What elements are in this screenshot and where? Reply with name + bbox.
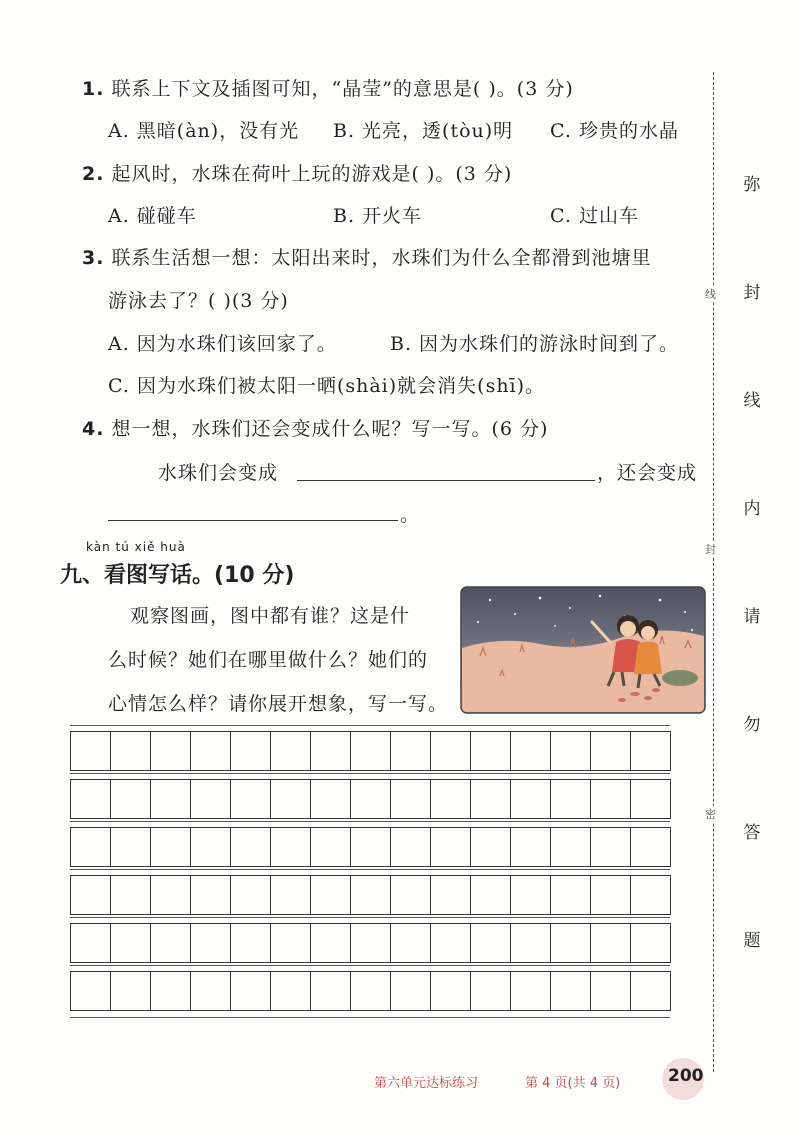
grid-cell[interactable] (430, 731, 471, 771)
question-1-text: 联系上下文及插图可知，“晶莹”的意思是( )。(3 分) (111, 78, 574, 100)
grid-row (70, 971, 670, 1011)
grid-cell[interactable] (350, 827, 391, 867)
grid-cell[interactable] (310, 731, 351, 771)
q2-option-c: C. 过山车 (550, 205, 639, 227)
grid-cell[interactable] (150, 731, 191, 771)
grid-cell[interactable] (510, 875, 551, 915)
grid-cell[interactable] (190, 731, 231, 771)
question-3-text: 联系生活想一想：太阳出来时，水珠们为什么全都滑到池塘里 (111, 247, 652, 269)
grid-cell[interactable] (590, 731, 631, 771)
grid-cell[interactable] (590, 779, 631, 819)
grid-cell[interactable] (350, 779, 391, 819)
grid-cell[interactable] (470, 731, 511, 771)
q4-fill-middle: ，还会变成 (597, 462, 698, 484)
rock-icon (662, 670, 698, 686)
grid-cell[interactable] (150, 923, 191, 963)
section9-prompt-line-3: 心情怎么样？请你展开想象，写一写。 (108, 693, 449, 715)
section9-pinyin: kàn tú xiě huà (86, 540, 186, 554)
grid-cell[interactable] (230, 923, 271, 963)
grid-cell[interactable] (630, 923, 671, 963)
question-4-number: 4. (82, 418, 105, 440)
footer-unit-title: 第六单元达标练习 (374, 1076, 479, 1091)
grid-cell[interactable] (310, 971, 351, 1011)
grid-cell[interactable] (270, 923, 311, 963)
footer-page-info: 第 4 页(共 4 页) (525, 1076, 621, 1091)
grid-cell[interactable] (150, 779, 191, 819)
grid-cell[interactable] (70, 875, 111, 915)
question-1 (82, 74, 574, 101)
section9-title: 九、看图写话。(10 分) (60, 563, 295, 588)
grid-cell[interactable] (230, 731, 271, 771)
grid-cell[interactable] (630, 875, 671, 915)
side-char-7: 答 (743, 823, 761, 843)
grid-cell[interactable] (470, 875, 511, 915)
grid-cell[interactable] (70, 827, 111, 867)
grid-cell[interactable] (510, 971, 551, 1011)
grid-cell[interactable] (310, 923, 351, 963)
grid-cell[interactable] (270, 779, 311, 819)
grid-cell[interactable] (110, 923, 151, 963)
grid-cell[interactable] (550, 875, 591, 915)
q3-option-a: A. 因为水珠们该回家了。 (108, 333, 337, 355)
grid-cell[interactable] (630, 731, 671, 771)
grid-separator-line (70, 821, 670, 822)
question-1-number: 1. (82, 78, 105, 100)
seal-dotted-line (713, 72, 714, 1072)
question-2-text: 起风时，水珠在荷叶上玩的游戏是( )。(3 分) (111, 163, 513, 185)
grid-cell[interactable] (510, 923, 551, 963)
question-4-text: 想一想，水珠们还会变成什么呢？写一写。(6 分) (111, 418, 549, 440)
grid-cell[interactable] (270, 827, 311, 867)
grid-separator-line (70, 773, 670, 774)
grid-separator-line (70, 1017, 670, 1018)
grid-cell[interactable] (190, 875, 231, 915)
grid-cell[interactable] (470, 779, 511, 819)
grid-cell[interactable] (510, 827, 551, 867)
grid-cell[interactable] (350, 923, 391, 963)
grid-cell[interactable] (110, 827, 151, 867)
side-char-3: 线 (743, 391, 761, 411)
grid-row (70, 779, 670, 819)
grid-cell[interactable] (190, 971, 231, 1011)
grid-cell[interactable] (270, 731, 311, 771)
grid-cell[interactable] (110, 971, 151, 1011)
grid-cell[interactable] (470, 923, 511, 963)
grid-cell[interactable] (70, 923, 111, 963)
grid-cell[interactable] (590, 827, 631, 867)
grid-cell[interactable] (70, 779, 111, 819)
grid-cell[interactable] (270, 875, 311, 915)
grid-cell[interactable] (270, 971, 311, 1011)
grid-separator-line (70, 917, 670, 918)
question-2 (82, 159, 512, 186)
grid-cell[interactable] (470, 971, 511, 1011)
grid-cell[interactable] (310, 779, 351, 819)
grid-cell[interactable] (550, 971, 591, 1011)
side-char-8: 题 (743, 931, 761, 951)
q4-fill-end: 。 (400, 504, 421, 526)
side-char-2: 封 (743, 283, 761, 303)
grid-row (70, 731, 670, 771)
grid-cell[interactable] (350, 875, 391, 915)
grid-cell[interactable] (430, 971, 471, 1011)
question-3-number: 3. (82, 247, 105, 269)
side-char-4: 内 (743, 499, 761, 519)
question-4 (82, 414, 548, 441)
side-char-6: 勿 (743, 715, 761, 735)
q4-answer-blank-2[interactable] (108, 520, 398, 521)
grid-cell[interactable] (510, 779, 551, 819)
grid-cell[interactable] (190, 779, 231, 819)
grid-cell[interactable] (390, 779, 431, 819)
grid-cell[interactable] (190, 827, 231, 867)
grid-cell[interactable] (350, 731, 391, 771)
q3-option-c: C. 因为水珠们被太阳一晒(shài)就会消失(shī)。 (108, 375, 546, 397)
grid-cell[interactable] (150, 971, 191, 1011)
grid-cell[interactable] (230, 875, 271, 915)
question-3-text-line2: 游泳去了？( )(3 分) (108, 290, 289, 312)
side-char-1: 弥 (743, 175, 761, 195)
grid-cell[interactable] (550, 731, 591, 771)
grid-separator-line (70, 725, 670, 726)
grid-cell[interactable] (230, 827, 271, 867)
grid-cell[interactable] (550, 779, 591, 819)
grid-cell[interactable] (230, 779, 271, 819)
grid-cell[interactable] (430, 875, 471, 915)
grid-cell[interactable] (150, 875, 191, 915)
grid-cell[interactable] (630, 971, 671, 1011)
section9-prompt-line-2: 么时候？她们在哪里做什么？她们的 (108, 649, 429, 671)
grid-cell[interactable] (110, 875, 151, 915)
grid-separator-line (70, 965, 670, 966)
grid-row (70, 827, 670, 867)
grid-cell[interactable] (430, 923, 471, 963)
grid-cell[interactable] (630, 827, 671, 867)
grid-cell[interactable] (390, 971, 431, 1011)
grid-cell[interactable] (550, 923, 591, 963)
q3-option-b: B. 因为水珠们的游泳时间到了。 (390, 333, 680, 355)
grid-cell[interactable] (590, 971, 631, 1011)
grid-cell[interactable] (310, 875, 351, 915)
grid-cell[interactable] (510, 731, 551, 771)
q4-fill-prefix: 水珠们会变成 (158, 462, 279, 484)
page-number: 200 (668, 1066, 704, 1086)
q2-option-b: B. 开火车 (333, 205, 423, 227)
question-2-number: 2. (82, 163, 105, 185)
grid-cell[interactable] (230, 971, 271, 1011)
seal-line-small-3: 密 (705, 808, 716, 821)
grid-cell[interactable] (390, 827, 431, 867)
grid-cell[interactable] (590, 923, 631, 963)
q4-answer-blank-1[interactable] (297, 480, 595, 481)
grid-cell[interactable] (70, 971, 111, 1011)
grid-cell[interactable] (150, 827, 191, 867)
question-3 (82, 243, 652, 270)
grid-cell[interactable] (190, 923, 231, 963)
seal-line-small-1: 线 (705, 288, 716, 301)
q1-option-a: A. 黑暗(àn)，没有光 (108, 120, 300, 142)
q2-option-a: A. 碰碰车 (108, 205, 197, 227)
grid-row (70, 875, 670, 915)
grid-cell[interactable] (470, 827, 511, 867)
section9-prompt-line-1: 观察图画，图中都有谁？这是什 (130, 605, 411, 627)
grid-separator-line (70, 869, 670, 870)
grid-cell[interactable] (430, 779, 471, 819)
grid-cell[interactable] (590, 875, 631, 915)
grid-cell[interactable] (110, 731, 151, 771)
seal-line-small-2: 封 (705, 543, 716, 556)
grid-cell[interactable] (390, 731, 431, 771)
grid-cell[interactable] (430, 827, 471, 867)
grid-cell[interactable] (630, 779, 671, 819)
grid-cell[interactable] (110, 779, 151, 819)
grid-row (70, 923, 670, 963)
night-scene-illustration (460, 586, 706, 714)
grid-cell[interactable] (70, 731, 111, 771)
grid-cell[interactable] (390, 923, 431, 963)
grid-cell[interactable] (390, 875, 431, 915)
grid-cell[interactable] (350, 971, 391, 1011)
grid-cell[interactable] (550, 827, 591, 867)
q1-option-c: C. 珍贵的水晶 (550, 120, 679, 142)
grid-cell[interactable] (310, 827, 351, 867)
side-char-5: 请 (743, 607, 761, 627)
q1-option-b: B. 光亮，透(tòu)明 (333, 120, 514, 142)
